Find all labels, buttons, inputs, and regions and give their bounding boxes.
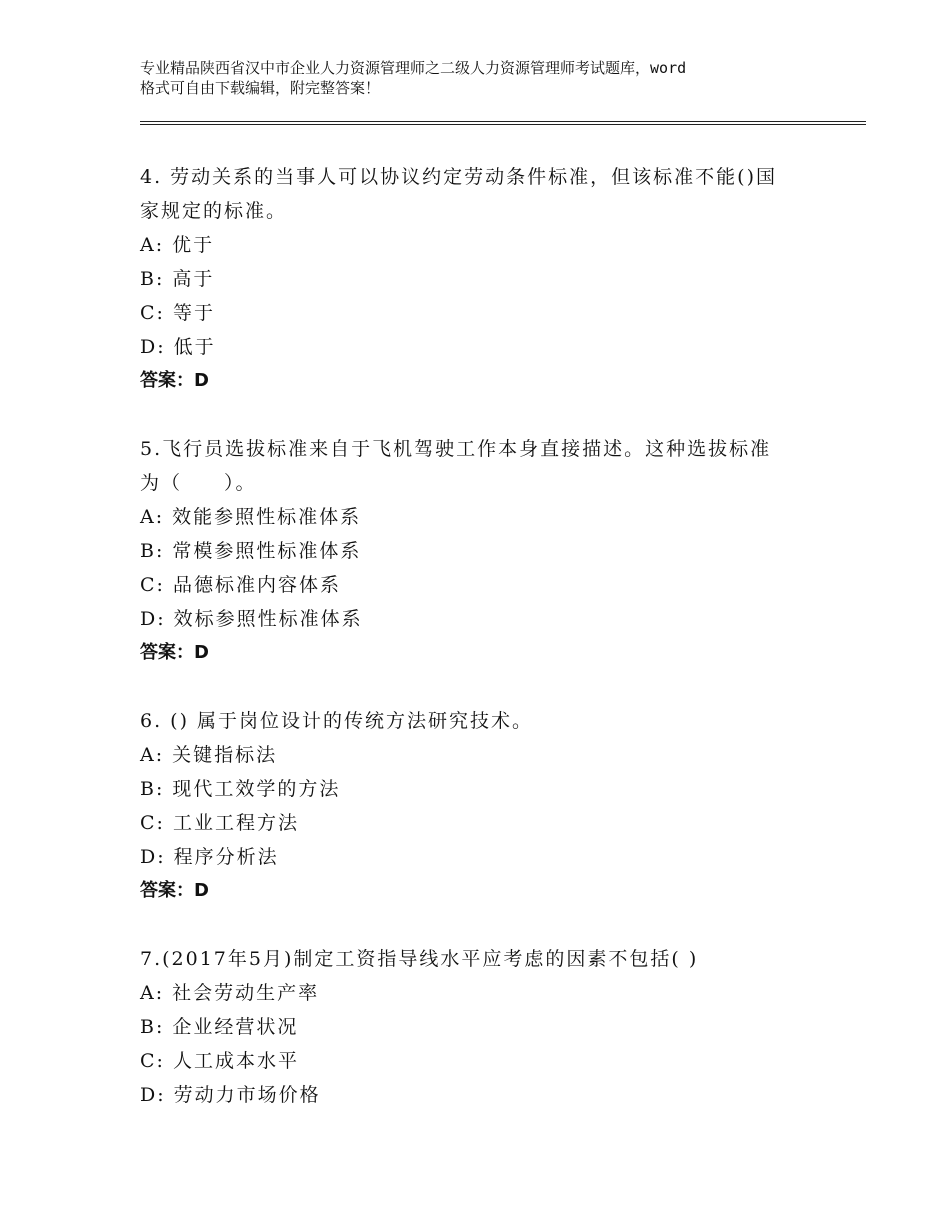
answer: 答案：D bbox=[140, 880, 209, 901]
question-text: 4. 劳动关系的当事人可以协议约定劳动条件标准，但该标准不能()国 bbox=[140, 166, 777, 188]
question-4 bbox=[140, 160, 840, 398]
question-6 bbox=[140, 704, 840, 908]
option-a: A: 社会劳动生产率 bbox=[140, 982, 320, 1004]
option-b: B: 现代工效学的方法 bbox=[140, 778, 341, 800]
option-c: C: 等于 bbox=[140, 302, 215, 324]
option-c: C: 品德标准内容体系 bbox=[140, 574, 341, 596]
question-list bbox=[140, 160, 840, 1146]
question-text-continued: 家规定的标准。 bbox=[140, 200, 288, 222]
option-a: A: 效能参照性标准体系 bbox=[140, 506, 362, 528]
header-line-2: 格式可自由下载编辑，附完整答案！ bbox=[140, 79, 381, 97]
option-b: B: 高于 bbox=[140, 268, 215, 290]
header-line-1: 专业精品陕西省汉中市企业人力资源管理师之二级人力资源管理师考试题库，word bbox=[140, 59, 687, 77]
option-c: C: 工业工程方法 bbox=[140, 812, 299, 834]
option-b: B: 企业经营状况 bbox=[140, 1016, 299, 1038]
header-rule-bottom bbox=[140, 124, 866, 125]
option-b: B: 常模参照性标准体系 bbox=[140, 540, 362, 562]
option-a: A: 优于 bbox=[140, 234, 215, 256]
header-rule-top bbox=[140, 121, 866, 122]
option-a: A: 关键指标法 bbox=[140, 744, 278, 766]
question-text: 6. () 属于岗位设计的传统方法研究技术。 bbox=[140, 710, 534, 732]
question-5 bbox=[140, 432, 840, 670]
option-d: D: 低于 bbox=[140, 336, 216, 358]
question-7 bbox=[140, 942, 840, 1112]
answer: 答案：D bbox=[140, 642, 209, 663]
answer: 答案：D bbox=[140, 370, 209, 391]
option-d: D: 程序分析法 bbox=[140, 846, 279, 868]
question-text: 7.(2017年5月)制定工资指导线水平应考虑的因素不包括( ) bbox=[140, 948, 699, 970]
question-text-continued: 为（ ）。 bbox=[140, 472, 257, 494]
option-d: D: 劳动力市场价格 bbox=[140, 1084, 321, 1106]
document-header bbox=[140, 58, 830, 98]
question-text: 5.飞行员选拔标准来自于飞机驾驶工作本身直接描述。这种选拔标准 bbox=[140, 438, 772, 460]
option-d: D: 效标参照性标准体系 bbox=[140, 608, 363, 630]
option-c: C: 人工成本水平 bbox=[140, 1050, 299, 1072]
